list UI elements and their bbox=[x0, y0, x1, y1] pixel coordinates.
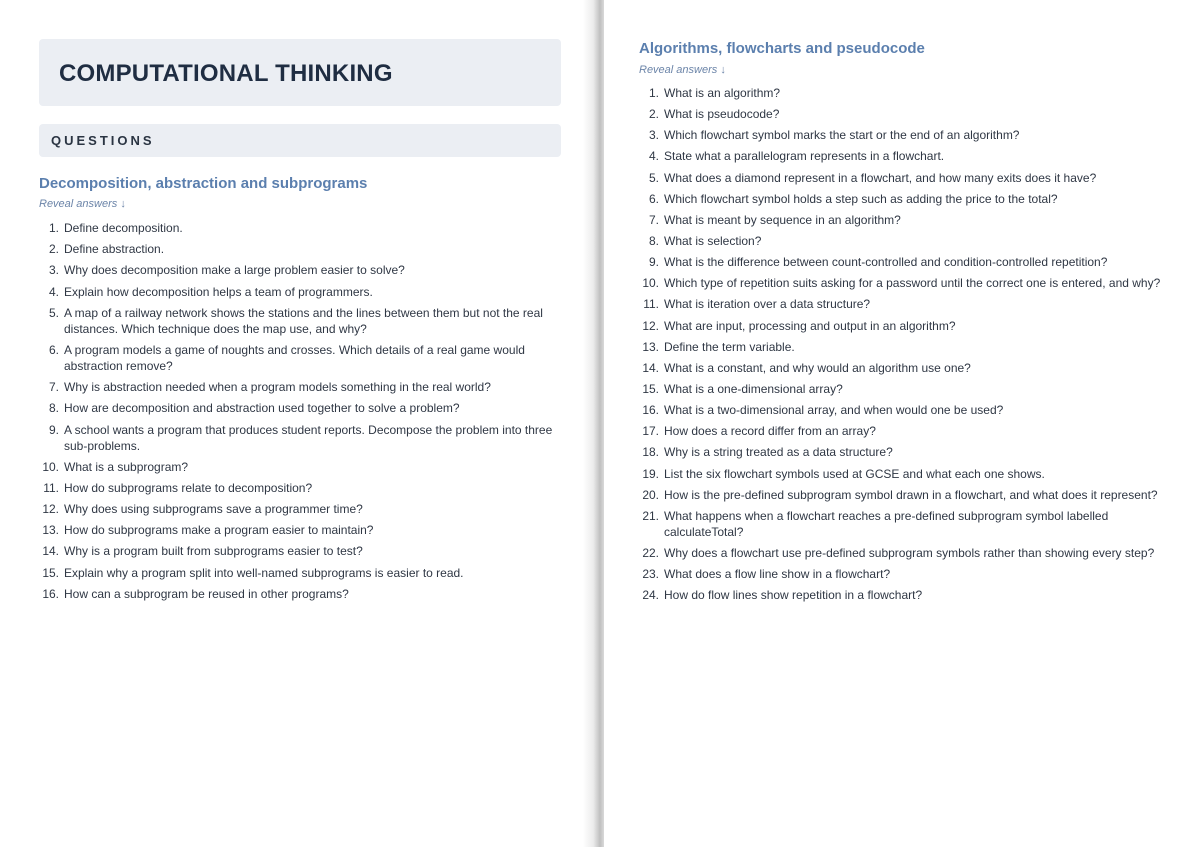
question-text: Explain how decomposition helps a team of programmers. bbox=[64, 284, 373, 299]
question-text: How does a record differ from an array? bbox=[664, 424, 876, 439]
question-item bbox=[39, 565, 569, 581]
questions-heading: QUESTIONS bbox=[51, 133, 155, 148]
question-item bbox=[39, 241, 569, 257]
question-number: 5. bbox=[648, 170, 659, 185]
question-item bbox=[636, 402, 1166, 418]
question-item bbox=[39, 305, 569, 337]
question-item bbox=[636, 381, 1166, 397]
question-item bbox=[636, 212, 1166, 228]
question-text: Which flowchart symbol marks the start or the end of an algorithm? bbox=[664, 128, 1020, 143]
question-number: 16. bbox=[42, 586, 59, 601]
question-text: State what a parallelogram represents in a flowchart. bbox=[664, 149, 945, 164]
question-item bbox=[636, 444, 1166, 460]
title-banner bbox=[39, 39, 561, 106]
question-text: Why does using subprograms save a programmer time? bbox=[64, 502, 363, 517]
question-number: 13. bbox=[642, 339, 659, 354]
question-list-decomposition bbox=[39, 220, 569, 607]
question-number: 17. bbox=[642, 424, 659, 439]
question-text: What is a constant, and why would an algorithm use one? bbox=[664, 360, 971, 375]
question-item bbox=[636, 545, 1166, 561]
question-item bbox=[39, 501, 569, 517]
question-text: Explain why a program split into well-named subprograms is easier to read. bbox=[64, 565, 464, 580]
question-text: How can a subprogram be reused in other programs? bbox=[64, 586, 349, 601]
question-item bbox=[39, 543, 569, 559]
question-item bbox=[636, 318, 1166, 334]
question-number: 8. bbox=[648, 233, 659, 248]
question-number: 24. bbox=[642, 588, 659, 603]
question-number: 18. bbox=[642, 445, 659, 460]
question-item bbox=[636, 487, 1166, 503]
question-item bbox=[39, 522, 569, 538]
question-number: 5. bbox=[48, 305, 59, 320]
question-number: 3. bbox=[648, 128, 659, 143]
question-number: 10. bbox=[642, 276, 659, 291]
question-text: What is a subprogram? bbox=[64, 459, 189, 474]
question-item bbox=[636, 466, 1166, 482]
question-item bbox=[636, 148, 1166, 164]
question-item bbox=[636, 566, 1166, 582]
section-title-algorithms: Algorithms, flowcharts and pseudocode bbox=[639, 40, 925, 57]
question-item bbox=[39, 400, 569, 416]
question-item bbox=[636, 360, 1166, 376]
question-item bbox=[636, 106, 1166, 122]
question-text: How is the pre-defined subprogram symbol drawn in a flowchart, and what does it represent? bbox=[664, 487, 1158, 502]
question-number: 20. bbox=[642, 487, 659, 502]
question-item bbox=[636, 423, 1166, 439]
question-text: What is selection? bbox=[664, 233, 762, 248]
question-text: How do subprograms make a program easier to maintain? bbox=[64, 523, 374, 538]
question-item bbox=[39, 422, 569, 454]
question-text: What is a one-dimensional array? bbox=[664, 381, 843, 396]
question-text: A school wants a program that produces student reports. Decompose the problem into three sub-problems. bbox=[64, 422, 553, 453]
question-item bbox=[39, 459, 569, 475]
question-number: 23. bbox=[642, 567, 659, 582]
question-number: 19. bbox=[642, 466, 659, 481]
question-number: 16. bbox=[642, 403, 659, 418]
question-number: 10. bbox=[42, 459, 59, 474]
question-item bbox=[636, 85, 1166, 101]
question-text: How do flow lines show repetition in a flowchart? bbox=[664, 588, 923, 603]
question-number: 4. bbox=[648, 149, 659, 164]
question-number: 6. bbox=[648, 191, 659, 206]
question-number: 3. bbox=[48, 263, 59, 278]
question-item bbox=[39, 262, 569, 278]
question-item bbox=[39, 284, 569, 300]
question-number: 14. bbox=[42, 544, 59, 559]
question-item bbox=[636, 508, 1166, 540]
page-title: COMPUTATIONAL THINKING bbox=[59, 60, 393, 87]
question-number: 2. bbox=[648, 107, 659, 122]
question-text: Which type of repetition suits asking for a password until the correct one is entered, and why? bbox=[664, 276, 1161, 291]
question-text: How do subprograms relate to decomposition? bbox=[64, 480, 313, 495]
question-number: 1. bbox=[648, 86, 659, 100]
question-text: What does a diamond represent in a flowchart, and how many exits does it have? bbox=[664, 170, 1097, 185]
question-item bbox=[39, 480, 569, 496]
question-item bbox=[636, 170, 1166, 186]
question-number: 1. bbox=[48, 221, 59, 235]
question-item bbox=[39, 586, 569, 602]
question-number: 11. bbox=[43, 480, 59, 495]
question-text: A program models a game of noughts and crosses. Which details of a real game would abstraction remove? bbox=[64, 342, 525, 373]
question-item bbox=[39, 342, 569, 374]
reveal-answers-link-decomposition[interactable]: Reveal answers ↓ bbox=[39, 198, 126, 210]
question-text: A map of a railway network shows the stations and the lines between them but not the real distances. Which technique does the map use, and why? bbox=[64, 305, 543, 336]
question-number: 13. bbox=[42, 523, 59, 538]
question-text: What happens when a flowchart reaches a pre-defined subprogram symbol labelled calculateTotal? bbox=[664, 508, 1109, 539]
question-number: 4. bbox=[48, 284, 59, 299]
question-item bbox=[636, 191, 1166, 207]
question-text: Define abstraction. bbox=[64, 242, 165, 257]
question-item bbox=[39, 220, 569, 236]
left-page bbox=[0, 0, 596, 847]
question-number: 12. bbox=[642, 318, 659, 333]
question-number: 9. bbox=[48, 422, 59, 437]
question-item bbox=[636, 233, 1166, 249]
question-text: Define decomposition. bbox=[64, 221, 183, 235]
question-text: What are input, processing and output in an algorithm? bbox=[664, 318, 956, 333]
question-text: Which flowchart symbol holds a step such as adding the price to the total? bbox=[664, 191, 1058, 206]
reveal-answers-link-algorithms[interactable]: Reveal answers ↓ bbox=[639, 64, 726, 76]
question-number: 12. bbox=[42, 502, 59, 517]
question-number: 7. bbox=[48, 380, 59, 395]
question-list-algorithms bbox=[636, 85, 1166, 608]
question-number: 8. bbox=[48, 401, 59, 416]
question-item bbox=[636, 254, 1166, 270]
question-text: Why is abstraction needed when a program models something in the real world? bbox=[64, 380, 491, 395]
question-number: 6. bbox=[48, 342, 59, 357]
question-item bbox=[39, 379, 569, 395]
question-item bbox=[636, 127, 1166, 143]
question-item bbox=[636, 339, 1166, 355]
question-number: 2. bbox=[48, 242, 59, 257]
question-text: Why does a flowchart use pre-defined subprogram symbols rather than showing every step? bbox=[664, 545, 1155, 560]
section-title-decomposition: Decomposition, abstraction and subprograms bbox=[39, 175, 368, 192]
question-text: Why is a program built from subprograms easier to test? bbox=[64, 544, 363, 559]
question-text: Why does decomposition make a large problem easier to solve? bbox=[64, 263, 405, 278]
question-text: What is meant by sequence in an algorithm? bbox=[664, 212, 901, 227]
question-number: 11. bbox=[643, 297, 659, 312]
question-item bbox=[636, 587, 1166, 603]
question-text: What is a two-dimensional array, and when would one be used? bbox=[664, 403, 1004, 418]
question-number: 21. bbox=[642, 508, 659, 523]
question-text: What is an algorithm? bbox=[664, 86, 781, 100]
question-number: 22. bbox=[642, 545, 659, 560]
question-text: What does a flow line show in a flowchart? bbox=[664, 567, 891, 582]
question-number: 15. bbox=[42, 565, 59, 580]
question-number: 15. bbox=[642, 381, 659, 396]
question-text: What is the difference between count-controlled and condition-controlled repetition? bbox=[664, 255, 1108, 270]
question-text: Define the term variable. bbox=[664, 339, 795, 354]
question-text: Why is a string treated as a data structure? bbox=[664, 445, 893, 460]
question-item bbox=[636, 296, 1166, 312]
question-text: What is pseudocode? bbox=[664, 107, 780, 122]
question-item bbox=[636, 275, 1166, 291]
question-text: List the six flowchart symbols used at GCSE and what each one shows. bbox=[664, 466, 1045, 481]
question-number: 9. bbox=[648, 255, 659, 270]
question-number: 14. bbox=[642, 360, 659, 375]
question-text: What is iteration over a data structure? bbox=[664, 297, 871, 312]
question-text: How are decomposition and abstraction used together to solve a problem? bbox=[64, 401, 460, 416]
question-number: 7. bbox=[648, 212, 659, 227]
questions-banner bbox=[39, 124, 561, 157]
